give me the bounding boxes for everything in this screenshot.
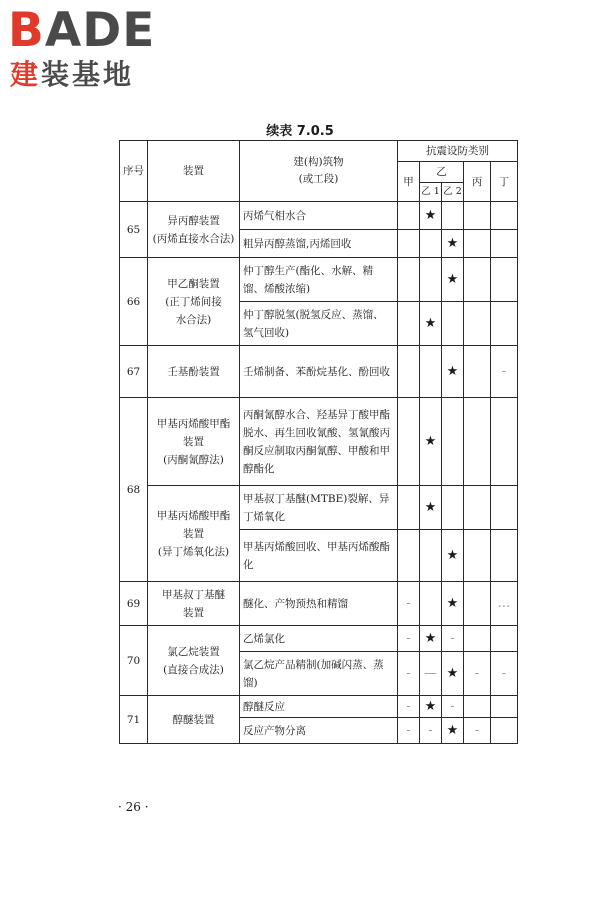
category-ding-cell bbox=[491, 258, 518, 302]
category-yi1-cell bbox=[420, 230, 442, 258]
logo-chinese-text bbox=[10, 58, 134, 92]
table-row bbox=[120, 582, 518, 626]
building-name: 壬烯制备、苯酚烷基化、酚回收 bbox=[240, 346, 398, 398]
building-name: 反应产物分离 bbox=[240, 718, 398, 744]
category-bing-cell bbox=[464, 696, 491, 718]
device-name: 醇醚装置 bbox=[148, 696, 240, 744]
category-bing-cell bbox=[464, 582, 491, 626]
category-yi2-star-icon: ★ bbox=[442, 582, 464, 626]
category-bing-cell bbox=[464, 398, 491, 486]
device-name: 氯乙烷装置 (直接合成法) bbox=[148, 626, 240, 696]
category-ding-cell bbox=[491, 486, 518, 530]
category-jia-cell bbox=[398, 302, 420, 346]
category-ding-cell bbox=[491, 696, 518, 718]
category-bing-cell bbox=[464, 530, 491, 582]
category-bing-cell bbox=[464, 486, 491, 530]
header-ding: 丁 bbox=[491, 162, 518, 202]
table-row bbox=[120, 398, 518, 486]
table-row bbox=[120, 626, 518, 652]
category-ding-cell bbox=[491, 718, 518, 744]
header-building bbox=[240, 141, 398, 202]
category-jia-cell: - bbox=[398, 696, 420, 718]
category-ding-cell: - bbox=[491, 346, 518, 398]
header-yi2: 乙 2 bbox=[442, 183, 464, 202]
category-jia-cell: - bbox=[398, 582, 420, 626]
category-yi2-star-icon: ★ bbox=[442, 346, 464, 398]
category-jia-cell bbox=[398, 230, 420, 258]
header-seq: 序号 bbox=[120, 141, 148, 202]
category-bing-cell bbox=[464, 230, 491, 258]
category-yi2-star-icon: ★ bbox=[442, 530, 464, 582]
building-name: 甲基丙烯酸回收、甲基丙烯酸酯化 bbox=[240, 530, 398, 582]
device-name: 甲基丙烯酸甲酯 装置 (丙酮氰醇法) bbox=[148, 398, 240, 486]
category-ding-cell bbox=[491, 230, 518, 258]
category-jia-cell bbox=[398, 530, 420, 582]
category-yi1-star-icon: ★ bbox=[420, 302, 442, 346]
row-number: 71 bbox=[120, 696, 148, 744]
logo-latin-text bbox=[8, 4, 155, 58]
device-name: 壬基酚装置 bbox=[148, 346, 240, 398]
seismic-category-table bbox=[119, 140, 518, 744]
logo-cn-first: 建 bbox=[10, 58, 42, 91]
header-yi: 乙 bbox=[420, 162, 464, 183]
row-number: 65 bbox=[120, 202, 148, 258]
category-yi2-star-icon: ★ bbox=[442, 652, 464, 696]
category-bing-cell bbox=[464, 626, 491, 652]
category-yi2-cell bbox=[442, 302, 464, 346]
building-name: 乙烯氯化 bbox=[240, 626, 398, 652]
logo bbox=[8, 4, 188, 94]
category-yi1-star-icon: ★ bbox=[420, 202, 442, 230]
device-name: 甲基叔丁基醚 装置 bbox=[148, 582, 240, 626]
logo-letters-rest: ADE bbox=[44, 3, 156, 58]
header-row-1 bbox=[120, 141, 518, 162]
category-yi1-cell bbox=[420, 258, 442, 302]
building-name: 氯乙烷产品精制(加碱闪蒸、蒸馏) bbox=[240, 652, 398, 696]
category-jia-cell bbox=[398, 202, 420, 230]
header-building-line1: 建(构)筑物 bbox=[293, 156, 344, 168]
category-jia-cell: - bbox=[398, 626, 420, 652]
header-yi1: 乙 1 bbox=[420, 183, 442, 202]
category-yi1-cell: - bbox=[420, 718, 442, 744]
table-row bbox=[120, 486, 518, 530]
table-caption: 续表 7.0.5 bbox=[266, 124, 334, 139]
logo-cn-rest: 装基地 bbox=[41, 58, 135, 91]
category-bing-cell bbox=[464, 258, 491, 302]
building-name: 丙酮氰醇水合、羟基异丁酸甲酯脱水、再生回收氰酸、氢氰酸丙酮反应制取丙酮氰醇、甲酸和甲醇酯化 bbox=[240, 398, 398, 486]
category-jia-cell bbox=[398, 258, 420, 302]
table-body bbox=[120, 202, 518, 744]
category-yi1-star-icon: ★ bbox=[420, 398, 442, 486]
category-ding-cell: ... bbox=[491, 582, 518, 626]
header-device: 装置 bbox=[148, 141, 240, 202]
building-name: 甲基叔丁基醚(MTBE)裂解、异丁烯氧化 bbox=[240, 486, 398, 530]
category-jia-cell bbox=[398, 346, 420, 398]
header-building-line2: (或工段) bbox=[298, 173, 339, 185]
category-yi2-cell: - bbox=[442, 696, 464, 718]
category-jia-cell bbox=[398, 486, 420, 530]
category-yi2-star-icon: ★ bbox=[442, 230, 464, 258]
category-bing-cell bbox=[464, 346, 491, 398]
building-name: 醇醚反应 bbox=[240, 696, 398, 718]
table-row bbox=[120, 258, 518, 302]
category-yi2-cell: - bbox=[442, 626, 464, 652]
building-name: 醚化、产物预热和精馏 bbox=[240, 582, 398, 626]
category-jia-cell: - bbox=[398, 652, 420, 696]
device-name: 甲基丙烯酸甲酯 装置 (异丁烯氧化法) bbox=[148, 486, 240, 582]
category-ding-cell bbox=[491, 626, 518, 652]
page-number: · 26 · bbox=[118, 800, 149, 814]
row-number: 70 bbox=[120, 626, 148, 696]
category-yi2-star-icon: ★ bbox=[442, 718, 464, 744]
category-yi1-cell bbox=[420, 582, 442, 626]
category-ding-cell bbox=[491, 202, 518, 230]
category-yi1-star-icon: ★ bbox=[420, 696, 442, 718]
category-yi1-star-icon: ★ bbox=[420, 486, 442, 530]
category-bing-cell bbox=[464, 202, 491, 230]
category-bing-cell bbox=[464, 302, 491, 346]
table-row bbox=[120, 696, 518, 718]
category-yi1-star-icon: ★ bbox=[420, 626, 442, 652]
header-jia: 甲 bbox=[398, 162, 420, 202]
category-yi2-star-icon: ★ bbox=[442, 258, 464, 302]
category-yi1-cell bbox=[420, 346, 442, 398]
device-name: 异丙醇装置 (丙烯直接水合法) bbox=[148, 202, 240, 258]
category-bing-cell: - bbox=[464, 718, 491, 744]
category-yi1-cell: — bbox=[420, 652, 442, 696]
category-yi1-cell bbox=[420, 530, 442, 582]
row-number: 69 bbox=[120, 582, 148, 626]
building-name: 丙烯气相水合 bbox=[240, 202, 398, 230]
header-category-group: 抗震设防类别 bbox=[398, 141, 518, 162]
category-jia-cell: - bbox=[398, 718, 420, 744]
row-number: 68 bbox=[120, 398, 148, 582]
device-name: 甲乙酮装置 (正丁烯间接 水合法) bbox=[148, 258, 240, 346]
category-yi2-cell bbox=[442, 486, 464, 530]
row-number: 67 bbox=[120, 346, 148, 398]
category-jia-cell bbox=[398, 398, 420, 486]
building-name: 仲丁醇生产(酯化、水解、精馏、烯酸浓缩) bbox=[240, 258, 398, 302]
category-ding-cell bbox=[491, 302, 518, 346]
table-row bbox=[120, 346, 518, 398]
category-ding-cell bbox=[491, 398, 518, 486]
row-number: 66 bbox=[120, 258, 148, 346]
header-bing: 丙 bbox=[464, 162, 491, 202]
table-row bbox=[120, 202, 518, 230]
category-ding-cell: - bbox=[491, 652, 518, 696]
building-name: 仲丁醇脱氢(脱氢反应、蒸馏、氢气回收) bbox=[240, 302, 398, 346]
category-yi2-cell bbox=[442, 202, 464, 230]
category-ding-cell bbox=[491, 530, 518, 582]
category-yi2-cell bbox=[442, 398, 464, 486]
logo-letter-b: B bbox=[8, 3, 45, 58]
building-name: 粗异丙醇蒸馏,丙烯回收 bbox=[240, 230, 398, 258]
category-bing-cell: - bbox=[464, 652, 491, 696]
